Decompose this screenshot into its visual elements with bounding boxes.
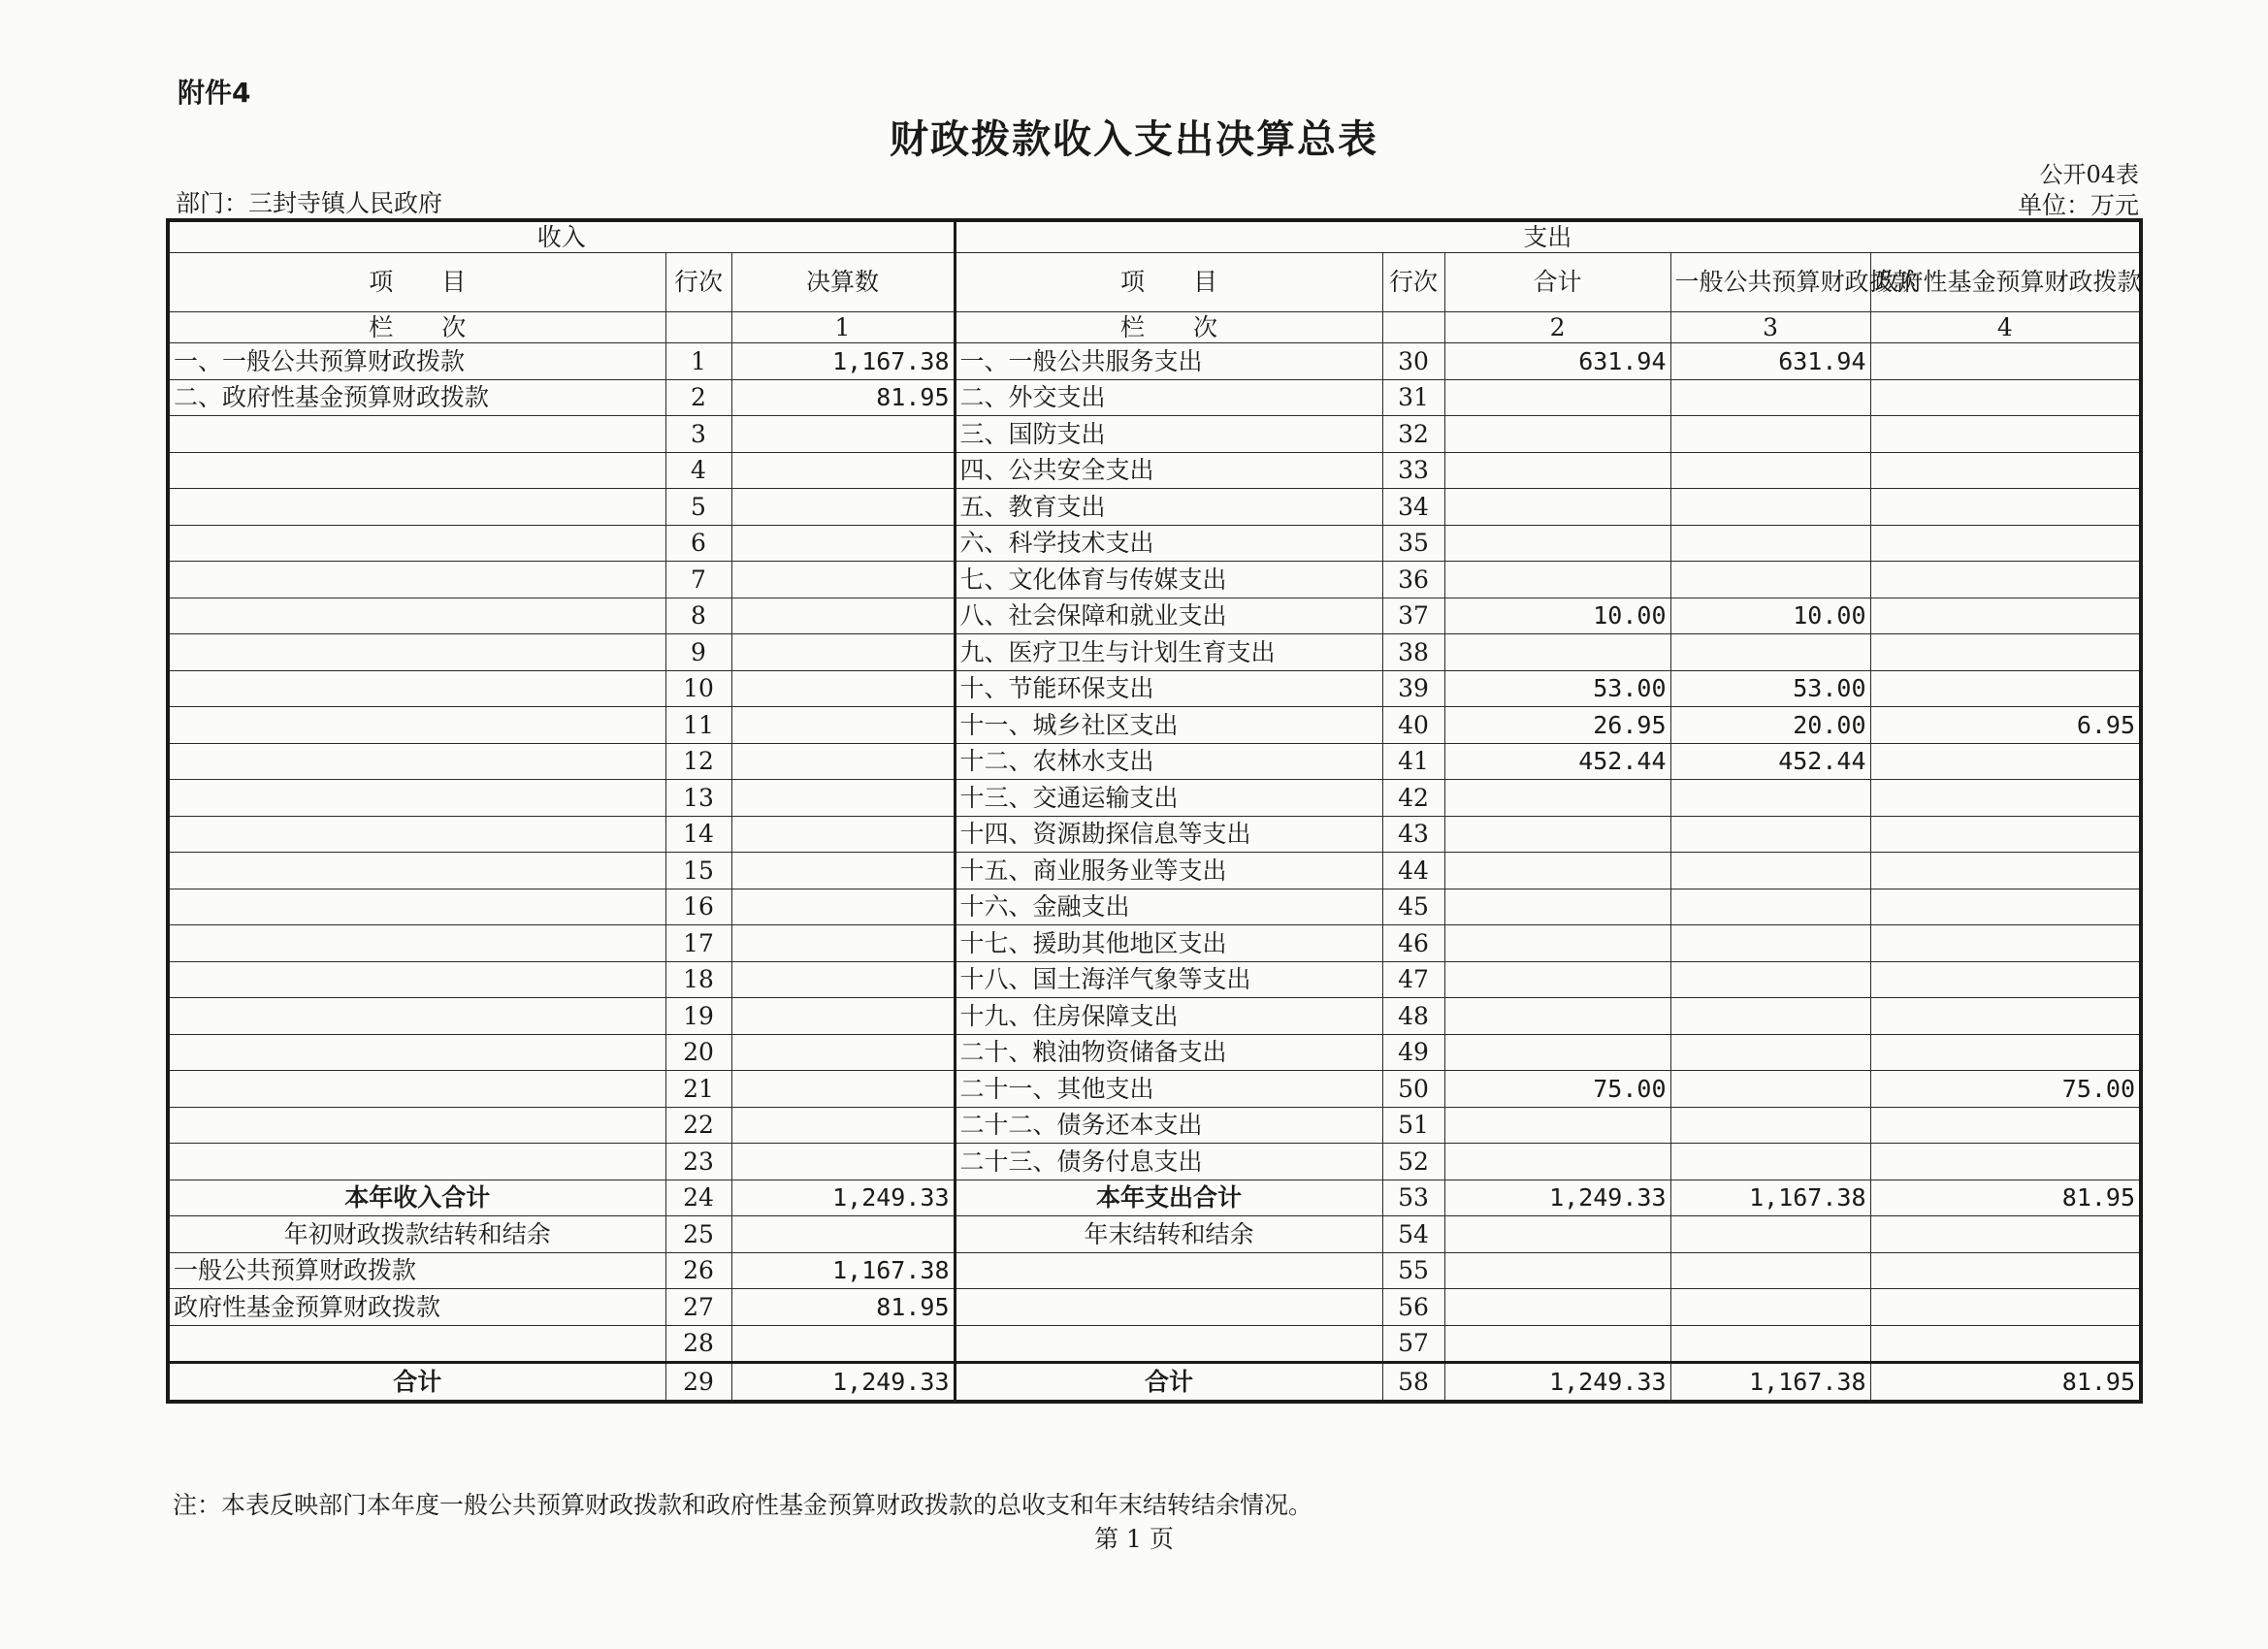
income-col-1: 1 <box>731 312 955 343</box>
table-row <box>168 416 2141 453</box>
income-amount <box>731 961 955 998</box>
income-item <box>168 1107 665 1144</box>
income-row-no: 5 <box>665 489 731 526</box>
income-row-no: 10 <box>665 670 731 707</box>
expense-item: 十四、资源勘探信息等支出 <box>955 816 1382 853</box>
expense-row-no: 50 <box>1382 1071 1444 1108</box>
income-row-no: 18 <box>665 961 731 998</box>
expense-fund: 6.95 <box>1870 707 2141 744</box>
expense-general <box>1670 452 1870 489</box>
grand-expense-total: 1,249.33 <box>1444 1363 1670 1402</box>
table-row <box>168 489 2141 526</box>
expense-item: 十七、援助其他地区支出 <box>955 925 1382 962</box>
expense-item: 十六、金融支出 <box>955 889 1382 925</box>
expense-total <box>1444 1144 1670 1180</box>
income-item <box>168 961 665 998</box>
begin-general-label: 一般公共预算财政拨款 <box>168 1252 665 1289</box>
income-item <box>168 816 665 853</box>
year-income-no: 24 <box>665 1180 731 1216</box>
year-expense-label: 本年支出合计 <box>955 1180 1382 1216</box>
table-row <box>168 343 2141 380</box>
income-item <box>168 634 665 671</box>
expense-item: 二十三、债务付息支出 <box>955 1144 1382 1180</box>
expense-fund-header: 政府性基金预算财政拨款 <box>1870 253 2141 312</box>
expense-general <box>1670 1071 1870 1108</box>
expense-no-57: 57 <box>1382 1325 1444 1363</box>
expense-item: 二十、粮油物资储备支出 <box>955 1034 1382 1071</box>
income-row-no: 7 <box>665 562 731 598</box>
income-amount <box>731 489 955 526</box>
income-amount <box>731 670 955 707</box>
income-amount <box>731 452 955 489</box>
expense-row-no: 40 <box>1382 707 1444 744</box>
income-amount <box>731 816 955 853</box>
table-row <box>168 816 2141 853</box>
begin-fund-label: 政府性基金预算财政拨款 <box>168 1289 665 1326</box>
expense-fund <box>1870 525 2141 562</box>
income-amount-header: 决算数 <box>731 253 955 312</box>
expense-no-55: 55 <box>1382 1252 1444 1289</box>
income-amount: 81.95 <box>731 379 955 416</box>
year-expense-general: 1,167.38 <box>1670 1180 1870 1216</box>
expense-item: 一、一般公共服务支出 <box>955 343 1382 380</box>
year-expense-fund: 81.95 <box>1870 1180 2141 1216</box>
income-amount <box>731 562 955 598</box>
expense-item-empty <box>955 1325 1382 1363</box>
income-amount <box>731 889 955 925</box>
income-row-no: 3 <box>665 416 731 453</box>
table-row <box>168 707 2141 744</box>
table-row <box>168 525 2141 562</box>
expense-fund <box>1870 998 2141 1035</box>
expense-row-no: 30 <box>1382 343 1444 380</box>
table-row <box>168 379 2141 416</box>
income-item <box>168 1144 665 1180</box>
income-item <box>168 416 665 453</box>
expense-fund <box>1870 1107 2141 1144</box>
income-row-no: 19 <box>665 998 731 1035</box>
grand-income-no: 29 <box>665 1363 731 1402</box>
end-balance-no: 54 <box>1382 1216 1444 1253</box>
expense-general <box>1670 489 1870 526</box>
expense-col-4: 4 <box>1870 312 2141 343</box>
income-amount <box>731 925 955 962</box>
expense-item: 九、医疗卫生与计划生育支出 <box>955 634 1382 671</box>
expense-fund <box>1870 343 2141 380</box>
income-item-empty <box>168 1325 665 1363</box>
expense-row-no: 37 <box>1382 598 1444 634</box>
expense-total: 10.00 <box>1444 598 1670 634</box>
expense-total <box>1444 634 1670 671</box>
expense-item-empty <box>955 1252 1382 1289</box>
expense-total: 631.94 <box>1444 343 1670 380</box>
expense-rowno-header: 行次 <box>1382 253 1444 312</box>
income-row-no: 23 <box>665 1144 731 1180</box>
expense-row-no: 34 <box>1382 489 1444 526</box>
footnote: 注：本表反映部门本年度一般公共预算财政拨款和政府性基金预算财政拨款的总收支和年末结转结余情况。 <box>173 1491 1313 1519</box>
expense-general <box>1670 961 1870 998</box>
expense-fund <box>1870 925 2141 962</box>
grand-income-amount: 1,249.33 <box>731 1363 955 1402</box>
expense-general <box>1670 634 1870 671</box>
expense-fund <box>1870 670 2141 707</box>
table-row <box>168 598 2141 634</box>
expense-total <box>1444 816 1670 853</box>
attachment-label: 附件4 <box>178 77 251 109</box>
table-row <box>168 853 2141 889</box>
income-row-no: 14 <box>665 816 731 853</box>
expense-row-no: 51 <box>1382 1107 1444 1144</box>
income-row-no: 1 <box>665 343 731 380</box>
expense-fund <box>1870 816 2141 853</box>
income-item <box>168 489 665 526</box>
expense-total <box>1444 1107 1670 1144</box>
expense-general <box>1670 1107 1870 1144</box>
expense-total <box>1444 1034 1670 1071</box>
expense-total <box>1444 525 1670 562</box>
expense-item: 五、教育支出 <box>955 489 1382 526</box>
expense-general <box>1670 416 1870 453</box>
grand-expense-general: 1,167.38 <box>1670 1363 1870 1402</box>
expense-general <box>1670 816 1870 853</box>
expense-total: 53.00 <box>1444 670 1670 707</box>
income-row-no: 15 <box>665 853 731 889</box>
income-no-28: 28 <box>665 1325 731 1363</box>
expense-general: 452.44 <box>1670 743 1870 780</box>
begin-general-amount: 1,167.38 <box>731 1252 955 1289</box>
expense-total-header: 合计 <box>1444 253 1670 312</box>
income-item <box>168 525 665 562</box>
year-expense-no: 53 <box>1382 1180 1444 1216</box>
expense-total <box>1444 925 1670 962</box>
expense-general <box>1670 925 1870 962</box>
table-row <box>168 1034 2141 1071</box>
expense-general <box>1670 379 1870 416</box>
expense-fund <box>1870 743 2141 780</box>
end-balance-general <box>1670 1216 1870 1253</box>
income-row-no: 20 <box>665 1034 731 1071</box>
income-row-no: 22 <box>665 1107 731 1144</box>
expense-total <box>1444 452 1670 489</box>
income-row-no: 9 <box>665 634 731 671</box>
income-amount: 1,167.38 <box>731 343 955 380</box>
expense-row-no: 44 <box>1382 853 1444 889</box>
table-row <box>168 1107 2141 1144</box>
expense-row-no: 35 <box>1382 525 1444 562</box>
expense-row-no: 52 <box>1382 1144 1444 1180</box>
expense-row-no: 38 <box>1382 634 1444 671</box>
income-item: 二、政府性基金预算财政拨款 <box>168 379 665 416</box>
department-label: 部门：三封寺镇人民政府 <box>176 189 443 217</box>
expense-fund <box>1870 562 2141 598</box>
expense-fund <box>1870 452 2141 489</box>
expense-fund: 75.00 <box>1870 1071 2141 1108</box>
expense-row-no: 36 <box>1382 562 1444 598</box>
table-row <box>168 670 2141 707</box>
income-amount <box>731 743 955 780</box>
income-amount <box>731 598 955 634</box>
expense-total <box>1444 998 1670 1035</box>
expense-no-56: 56 <box>1382 1289 1444 1326</box>
expense-fund <box>1870 889 2141 925</box>
income-header: 收入 <box>168 220 955 253</box>
begin-fund-no: 27 <box>665 1289 731 1326</box>
expense-col-3: 3 <box>1670 312 1870 343</box>
income-item: 一、一般公共预算财政拨款 <box>168 343 665 380</box>
income-item <box>168 780 665 817</box>
income-amount <box>731 1071 955 1108</box>
grand-expense-fund: 81.95 <box>1870 1363 2141 1402</box>
income-item <box>168 925 665 962</box>
expense-total <box>1444 853 1670 889</box>
unit-label: 单位：万元 <box>2017 191 2139 219</box>
page-number: 第 1 页 <box>1094 1525 1174 1553</box>
expense-total <box>1444 780 1670 817</box>
income-item-header: 项 目 <box>168 253 665 312</box>
expense-general <box>1670 780 1870 817</box>
income-item <box>168 1071 665 1108</box>
expense-total <box>1444 416 1670 453</box>
begin-fund-amount: 81.95 <box>731 1289 955 1326</box>
expense-total: 452.44 <box>1444 743 1670 780</box>
expense-fund <box>1870 416 2141 453</box>
income-row-no: 12 <box>665 743 731 780</box>
table-row <box>168 562 2141 598</box>
form-number: 公开04表 <box>2039 161 2139 188</box>
income-row-no: 11 <box>665 707 731 744</box>
expense-item: 十五、商业服务业等支出 <box>955 853 1382 889</box>
expense-total <box>1444 489 1670 526</box>
expense-general <box>1670 998 1870 1035</box>
year-expense-total: 1,249.33 <box>1444 1180 1670 1216</box>
expense-item-header: 项 目 <box>955 253 1382 312</box>
table-row <box>168 889 2141 925</box>
begin-balance-label: 年初财政拨款结转和结余 <box>168 1216 665 1253</box>
income-item <box>168 452 665 489</box>
begin-balance-no: 25 <box>665 1216 731 1253</box>
expense-fund <box>1870 1144 2141 1180</box>
summary-body <box>168 1180 2141 1402</box>
table-row <box>168 780 2141 817</box>
expense-fund <box>1870 634 2141 671</box>
expense-fund <box>1870 961 2141 998</box>
expense-fund <box>1870 598 2141 634</box>
income-amount <box>731 525 955 562</box>
table-row <box>168 961 2141 998</box>
table-row <box>168 634 2141 671</box>
income-row-no: 13 <box>665 780 731 817</box>
expense-item-empty <box>955 1289 1382 1326</box>
page-title: 财政拨款收入支出决算总表 <box>890 117 1378 162</box>
expense-item: 二十一、其他支出 <box>955 1071 1382 1108</box>
expense-general <box>1670 562 1870 598</box>
expense-general <box>1670 1034 1870 1071</box>
grand-expense-label: 合计 <box>955 1363 1382 1402</box>
expense-general <box>1670 525 1870 562</box>
table-row <box>168 1071 2141 1108</box>
income-row-no: 17 <box>665 925 731 962</box>
expense-row-no: 45 <box>1382 889 1444 925</box>
income-amount <box>731 1034 955 1071</box>
income-colseq-label: 栏 次 <box>168 312 665 343</box>
table-body <box>168 343 2141 1180</box>
expense-item: 十、节能环保支出 <box>955 670 1382 707</box>
income-item <box>168 998 665 1035</box>
expense-fund <box>1870 780 2141 817</box>
expense-item: 六、科学技术支出 <box>955 525 1382 562</box>
expense-general: 53.00 <box>1670 670 1870 707</box>
expense-general: 631.94 <box>1670 343 1870 380</box>
expense-item: 十二、农林水支出 <box>955 743 1382 780</box>
expense-general <box>1670 853 1870 889</box>
expense-fund <box>1870 1034 2141 1071</box>
expense-general <box>1670 889 1870 925</box>
table-row <box>168 925 2141 962</box>
grand-income-label: 合计 <box>168 1363 665 1402</box>
expense-colseq-empty <box>1382 312 1444 343</box>
end-balance-total <box>1444 1216 1670 1253</box>
expense-item: 十八、国土海洋气象等支出 <box>955 961 1382 998</box>
expense-total: 75.00 <box>1444 1071 1670 1108</box>
expense-total <box>1444 379 1670 416</box>
expense-item: 二、外交支出 <box>955 379 1382 416</box>
expense-general: 20.00 <box>1670 707 1870 744</box>
income-item <box>168 1034 665 1071</box>
income-item <box>168 598 665 634</box>
income-colseq-empty <box>665 312 731 343</box>
expense-total <box>1444 562 1670 598</box>
expense-row-no: 39 <box>1382 670 1444 707</box>
expense-row-no: 31 <box>1382 379 1444 416</box>
expense-fund <box>1870 853 2141 889</box>
income-item <box>168 889 665 925</box>
income-amount <box>731 634 955 671</box>
income-amount <box>731 780 955 817</box>
expense-row-no: 48 <box>1382 998 1444 1035</box>
expense-row-no: 46 <box>1382 925 1444 962</box>
expense-item: 二十二、债务还本支出 <box>955 1107 1382 1144</box>
income-item <box>168 853 665 889</box>
expense-total: 26.95 <box>1444 707 1670 744</box>
end-balance-fund <box>1870 1216 2141 1253</box>
income-item <box>168 743 665 780</box>
grand-expense-no: 58 <box>1382 1363 1444 1402</box>
budget-table <box>166 218 2143 1404</box>
expense-general-header: 一般公共预算财政拨款 <box>1670 253 1870 312</box>
expense-general <box>1670 1144 1870 1180</box>
expense-total <box>1444 889 1670 925</box>
table-row <box>168 452 2141 489</box>
expense-row-no: 49 <box>1382 1034 1444 1071</box>
expense-item: 七、文化体育与传媒支出 <box>955 562 1382 598</box>
expense-row-no: 47 <box>1382 961 1444 998</box>
income-row-no: 8 <box>665 598 731 634</box>
year-income-amount: 1,249.33 <box>731 1180 955 1216</box>
expense-total <box>1444 961 1670 998</box>
income-amount <box>731 998 955 1035</box>
expense-col-2: 2 <box>1444 312 1670 343</box>
income-amount <box>731 416 955 453</box>
income-amount <box>731 707 955 744</box>
expense-colseq-label: 栏 次 <box>955 312 1382 343</box>
expense-row-no: 32 <box>1382 416 1444 453</box>
income-item <box>168 670 665 707</box>
income-amount <box>731 853 955 889</box>
begin-general-no: 26 <box>665 1252 731 1289</box>
income-amount <box>731 1107 955 1144</box>
expense-fund <box>1870 379 2141 416</box>
income-row-no: 2 <box>665 379 731 416</box>
income-row-no: 21 <box>665 1071 731 1108</box>
begin-balance-amount <box>731 1216 955 1253</box>
income-row-no: 4 <box>665 452 731 489</box>
year-income-label: 本年收入合计 <box>168 1180 665 1216</box>
income-item <box>168 707 665 744</box>
income-item <box>168 562 665 598</box>
income-rowno-header: 行次 <box>665 253 731 312</box>
expense-row-no: 33 <box>1382 452 1444 489</box>
expense-row-no: 43 <box>1382 816 1444 853</box>
expense-fund <box>1870 489 2141 526</box>
income-row-no: 6 <box>665 525 731 562</box>
expense-item: 四、公共安全支出 <box>955 452 1382 489</box>
expense-row-no: 41 <box>1382 743 1444 780</box>
expense-item: 八、社会保障和就业支出 <box>955 598 1382 634</box>
income-row-no: 16 <box>665 889 731 925</box>
expense-general: 10.00 <box>1670 598 1870 634</box>
expense-item: 十三、交通运输支出 <box>955 780 1382 817</box>
income-amount <box>731 1144 955 1180</box>
expense-item: 三、国防支出 <box>955 416 1382 453</box>
table-row <box>168 998 2141 1035</box>
expense-item: 十一、城乡社区支出 <box>955 707 1382 744</box>
expense-item: 十九、住房保障支出 <box>955 998 1382 1035</box>
table-row <box>168 743 2141 780</box>
table-row <box>168 1144 2141 1180</box>
expense-row-no: 42 <box>1382 780 1444 817</box>
expense-header: 支出 <box>955 220 2141 253</box>
end-balance-label: 年末结转和结余 <box>955 1216 1382 1253</box>
